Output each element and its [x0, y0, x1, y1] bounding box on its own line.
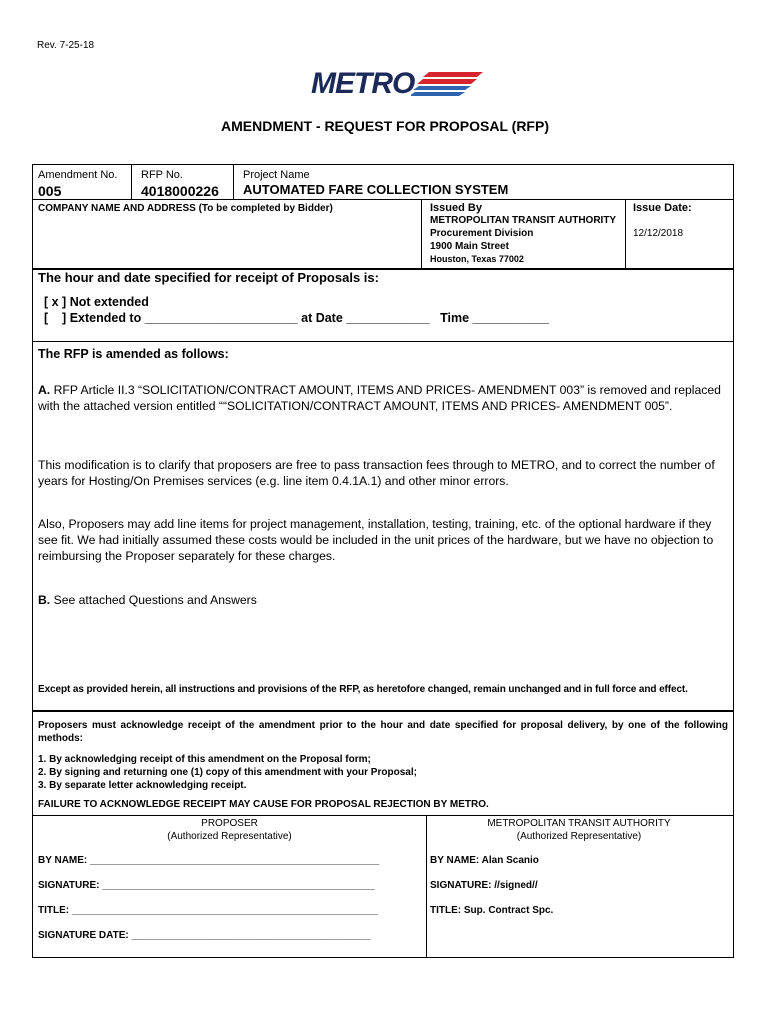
receipt-not-extended-option: [ x ] Not extended [44, 295, 149, 309]
rfp-number-label: RFP No. [141, 169, 183, 181]
metro-logo-text: METRO [311, 67, 415, 100]
issuer-street: 1900 Main Street [430, 241, 509, 252]
metro-subheading: (Authorized Representative) [516, 831, 642, 842]
metro-logo [311, 66, 481, 102]
proposer-signature-field[interactable]: SIGNATURE: _________________________________________________ [38, 880, 375, 891]
acknowledge-method-3: 3. By separate letter acknowledging receipt. [38, 780, 247, 791]
amendment-paragraph-fees: This modification is to clarify that proposers are free to pass transaction fees through to METRO, and to correct the number of years for Hosting/On Premises services (e.g. line item 0.4.1A.1) and other minor errors. [38, 458, 715, 488]
proposer-signature-date-field[interactable]: SIGNATURE DATE: ___________________________________________ [38, 930, 371, 941]
metro-logo-swoosh-icon [411, 68, 483, 100]
issued-by-label: Issued By [430, 202, 482, 214]
project-name-label: Project Name [243, 169, 310, 181]
document-title: AMENDMENT - REQUEST FOR PROPOSAL (RFP) [221, 118, 549, 134]
proposer-title-field[interactable]: TITLE: _______________________________________________________ [38, 905, 378, 916]
acknowledge-intro: Proposers must acknowledge receipt of the amendment prior to the hour and date specified for proposal delivery, by one of the following methods: [38, 720, 728, 744]
rejection-warning: FAILURE TO ACKNOWLEDGE RECEIPT MAY CAUSE FOR PROPOSAL REJECTION BY METRO. [38, 799, 489, 810]
company-address-label: COMPANY NAME AND ADDRESS (To be completed by Bidder) [38, 203, 333, 214]
item-a-label: A. [38, 383, 51, 397]
proposer-by-name-field[interactable]: BY NAME: ____________________________________________________ [38, 855, 380, 866]
issuer-name: METROPOLITAN TRANSIT AUTHORITY [430, 215, 617, 226]
amendment-item-a [38, 382, 728, 414]
amendment-number-value: 005 [38, 183, 62, 199]
rfp-info-box [32, 164, 734, 270]
amendment-paragraph-line-items: Also, Proposers may add line items for project management, installation, testing, training, etc. of the optional hardware if they see fit. We had initially assumed these costs would be included in the unit prices of the hardware, but we have no objection to reimbursing the Proposer separately for these charges. [38, 517, 714, 563]
metro-title: TITLE: Sup. Contract Spc. [430, 905, 554, 916]
acknowledge-method-1: 1. By acknowledging receipt of this amendment on the Proposal form; [38, 754, 371, 765]
metro-heading: METROPOLITAN TRANSIT AUTHORITY [487, 818, 671, 829]
amendment-heading: The RFP is amended as follows: [38, 347, 229, 361]
project-name-value: AUTOMATED FARE COLLECTION SYSTEM [243, 182, 509, 197]
rfp-number-value: 4018000226 [141, 183, 219, 199]
metro-by-name: BY NAME: Alan Scanio [430, 855, 539, 866]
item-b-text: See attached Questions and Answers [50, 593, 257, 607]
proposer-heading: PROPOSER [201, 818, 258, 829]
item-b-label: B. [38, 593, 51, 607]
amendment-number-label: Amendment No. [38, 169, 118, 181]
proposer-subheading: (Authorized Representative) [167, 831, 292, 842]
revision-label: Rev. 7-25-18 [37, 40, 95, 51]
item-a-text: RFP Article II.3 “SOLICITATION/CONTRACT AMOUNT, ITEMS AND PRICES- AMENDMENT 003” is removed and replaced with the attached version entitled ““SOLICITATION/CONTRACT AMOUNT, ITEMS AND PRICES- AMENDMENT 005”. [38, 383, 721, 413]
issuer-city: Houston, Texas 77002 [430, 254, 524, 264]
acknowledge-method-2: 2. By signing and returning one (1) copy of this amendment with your Proposal; [38, 767, 417, 778]
amendment-body-box [32, 268, 734, 712]
receipt-extended-option: [ ] Extended to ______________________ at Date ____________ Time ___________ [44, 311, 549, 325]
issuer-division: Procurement Division [430, 228, 534, 239]
metro-signature: SIGNATURE: //signed// [430, 880, 538, 891]
except-provision-note: Except as provided herein, all instructions and provisions of the RFP, as heretofore changed, remain unchanged and in full force and effect. [38, 684, 688, 695]
amendment-item-b [38, 592, 728, 608]
issue-date-label: Issue Date: [633, 202, 692, 214]
issue-date-value: 12/12/2018 [633, 228, 684, 239]
receipt-heading: The hour and date specified for receipt of Proposals is: [38, 270, 379, 285]
